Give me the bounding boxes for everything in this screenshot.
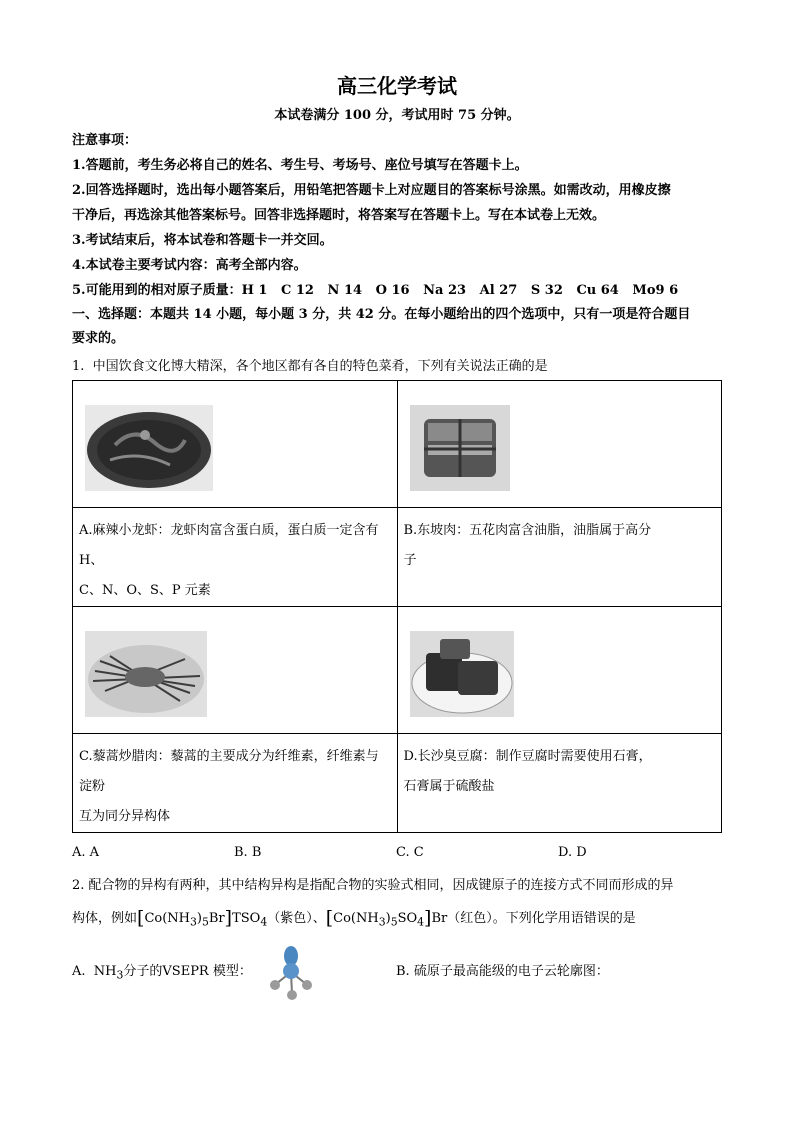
option-b-image-cell xyxy=(397,381,722,508)
dongpo-pork-photo xyxy=(410,405,510,491)
crayfish-photo xyxy=(85,405,213,491)
notes-heading: 注意事项： xyxy=(72,133,138,148)
option-c-text: C.藜蒿炒腊肉：藜蒿的主要成分为纤维素，纤维素与淀粉 互为同分异构体 xyxy=(73,734,398,833)
stinky-tofu-photo xyxy=(410,631,514,717)
option-c-image-cell xyxy=(73,607,398,734)
q1-stem: 1. 中国饮食文化博大精深，各个地区都有各自的特色菜肴，下列有关说法正确的是 xyxy=(72,359,548,374)
choice-d[interactable]: D. D xyxy=(558,845,587,860)
q1-options-table xyxy=(72,380,722,833)
option-d-text: D.长沙臭豆腐：制作豆腐时需要使用石膏， 石膏属于硫酸盐 xyxy=(397,734,722,833)
note-4: 4.本试卷主要考试内容：高考全部内容。 xyxy=(72,258,307,273)
formula-2: $[Co(NH_3)_5SO_4]Br$ xyxy=(325,907,448,929)
exam-title: 高三化学考试 xyxy=(337,74,457,98)
choice-a[interactable]: A. A xyxy=(72,845,100,860)
note-3: 3.考试结束后，将本试卷和答题卡一并交回。 xyxy=(72,233,333,248)
note-2b: 干净后，再选涂其他答案标号。回答非选择题时，将答案写在答题卡上。写在本试卷上无效。 xyxy=(72,208,606,223)
q2-stem-a: 2. 配合物的异构有两种，其中结构异构是指配合物的实验式相同，因成键原子的连接方式不同而形成的异 xyxy=(72,878,674,893)
q2-stem-b: 构体，例如$[Co(NH_3)_5Br]TSO_4$（紫色）、$[Co(NH_3)_5SO_4]Br$（红色）。下列化学用语错误的是 xyxy=(72,907,636,929)
vsepr-model-icon xyxy=(266,944,318,1002)
q2-option-b: B. 硫原子最高能级的电子云轮廓图： xyxy=(396,964,609,979)
note-5: 5.可能用到的相对原子质量：H 1 C 12 N 14 O 16 Na 23 Al 27 S 32 Cu 64 Mo9 6 xyxy=(72,283,679,298)
q2-option-a: A. $NH_3$分子的VSEPR 模型： xyxy=(72,964,252,982)
note-1: 1.答题前，考生务必将自己的姓名、考生号、考场号、座位号填写在答题卡上。 xyxy=(72,158,528,173)
note-2a: 2.回答选择题时，选出每小题答案后，用铅笔把答题卡上对应题目的答案标号涂黑。如需改动，用橡皮擦 xyxy=(72,183,671,198)
section-1-line1: 一、选择题：本题共 14 小题，每小题 3 分，共 42 分。在每小题给出的四个选项中，只有一项是符合题目 xyxy=(72,307,691,322)
option-d-image-cell xyxy=(397,607,722,734)
choice-b[interactable]: B. B xyxy=(234,845,262,860)
option-b-text: B.东坡肉：五花肉富含油脂，油脂属于高分 子 xyxy=(397,508,722,607)
stir-fry-photo xyxy=(85,631,207,717)
option-a-text: A.麻辣小龙虾：龙虾肉富含蛋白质，蛋白质一定含有 H、 C、N、O、S、P 元素 xyxy=(73,508,398,607)
option-a-image-cell xyxy=(73,381,398,508)
section-1-line2: 要求的。 xyxy=(72,331,125,346)
formula-1: $[Co(NH_3)_5Br]TSO_4$ xyxy=(137,907,268,929)
choice-c[interactable]: C. C xyxy=(396,845,424,860)
exam-subtitle: 本试卷满分 100 分，考试用时 75 分钟。 xyxy=(274,108,520,123)
